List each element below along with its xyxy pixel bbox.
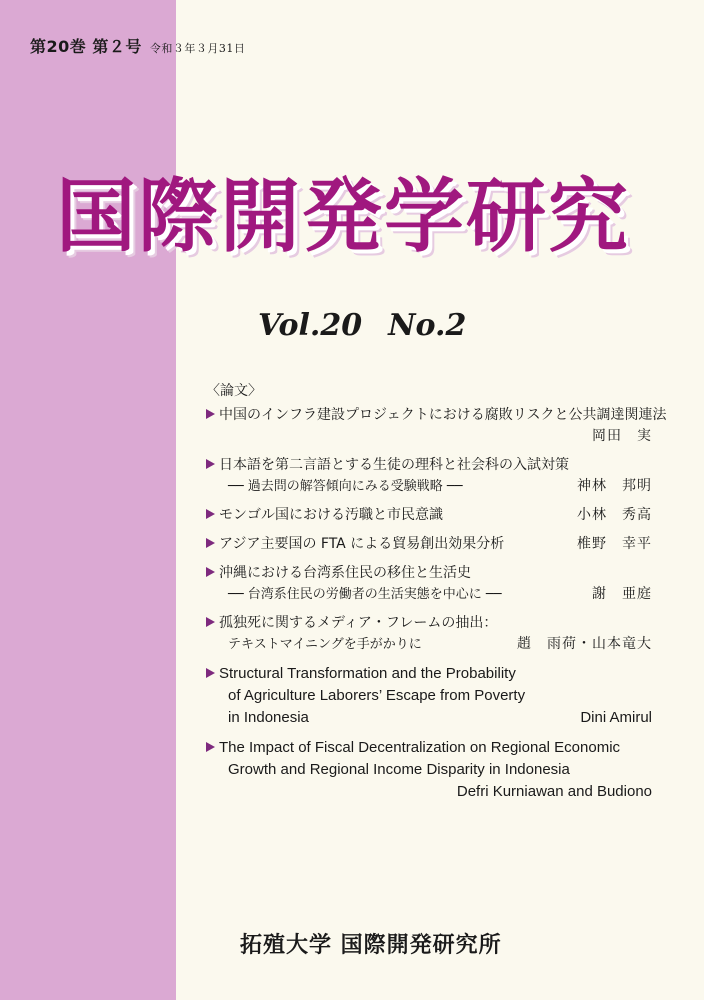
article-author: 岡田 実 (592, 428, 652, 444)
article-title: アジア主要国の FTA による貿易創出効果分析 (219, 536, 505, 552)
article-author: 小林 秀高 (577, 507, 652, 523)
publisher-name: 拓殖大学 国際開発研究所 (240, 933, 502, 958)
article-subtitle: ── 過去問の解答傾向にみる受験戦略 ── (228, 479, 463, 494)
volume-label: Vol.20 (258, 308, 363, 343)
article-title-line: Growth and Regional Income Disparity in Indonesia (228, 761, 570, 778)
article-entry (206, 563, 652, 605)
article-entry (206, 405, 667, 447)
article-title: モンゴル国における汚職と市民意識 (219, 507, 443, 523)
article-entry (206, 505, 652, 526)
triangle-bullet-icon (206, 538, 215, 548)
article-title: 日本語を第二言語とする生徒の理科と社会科の入試対策 (219, 457, 569, 473)
article-author: 謝 亜庭 (592, 586, 652, 602)
volume-number (258, 308, 466, 343)
article-title-line: Structural Transformation and the Probability (219, 665, 516, 682)
number-label: No.2 (388, 308, 467, 343)
triangle-bullet-icon (206, 668, 215, 678)
triangle-bullet-icon (206, 459, 215, 469)
issue-number (30, 34, 245, 57)
left-color-band (0, 0, 176, 1000)
article-author: 趙 雨荷・山本竜大 (517, 636, 652, 652)
issue-label: 第20巻 第２号 (30, 37, 142, 56)
article-entry (206, 455, 652, 497)
article-title-line: of Agriculture Laborers’ Escape from Poverty (228, 687, 526, 704)
table-of-contents (206, 405, 667, 811)
article-title-line: The Impact of Fiscal Decentralization on Regional Economic (219, 739, 621, 756)
article-author: Defri Kurniawan and Budiono (456, 783, 652, 800)
section-heading: 〈論文〉 (206, 383, 262, 399)
triangle-bullet-icon (206, 567, 215, 577)
journal-title: 国際開発学研究 (56, 169, 630, 263)
article-title: 沖縄における台湾系住民の移住と生活史 (219, 565, 471, 581)
article-author: 神林 邦明 (577, 478, 652, 494)
issue-date: 令和３年３月31日 (149, 42, 246, 55)
article-author: Dini Amirul (580, 709, 652, 726)
triangle-bullet-icon (206, 617, 215, 627)
triangle-bullet-icon (206, 742, 215, 752)
triangle-bullet-icon (206, 409, 215, 419)
article-entry-english (206, 737, 652, 803)
article-title: 孤独死に関するメディア・フレームの抽出： (219, 615, 498, 631)
article-subtitle: テキストマイニングを手がかりに (228, 637, 422, 652)
article-title-line: in Indonesia (228, 709, 309, 726)
article-entry-english (206, 663, 652, 729)
article-entry (206, 613, 652, 655)
article-subtitle: ── 台湾系住民の労働者の生活実態を中心に ── (228, 587, 502, 602)
triangle-bullet-icon (206, 509, 215, 519)
article-entry (206, 534, 652, 555)
article-title: 中国のインフラ建設プロジェクトにおける腐敗リスクと公共調達関連法 (219, 407, 667, 423)
article-author: 椎野 幸平 (577, 536, 652, 552)
